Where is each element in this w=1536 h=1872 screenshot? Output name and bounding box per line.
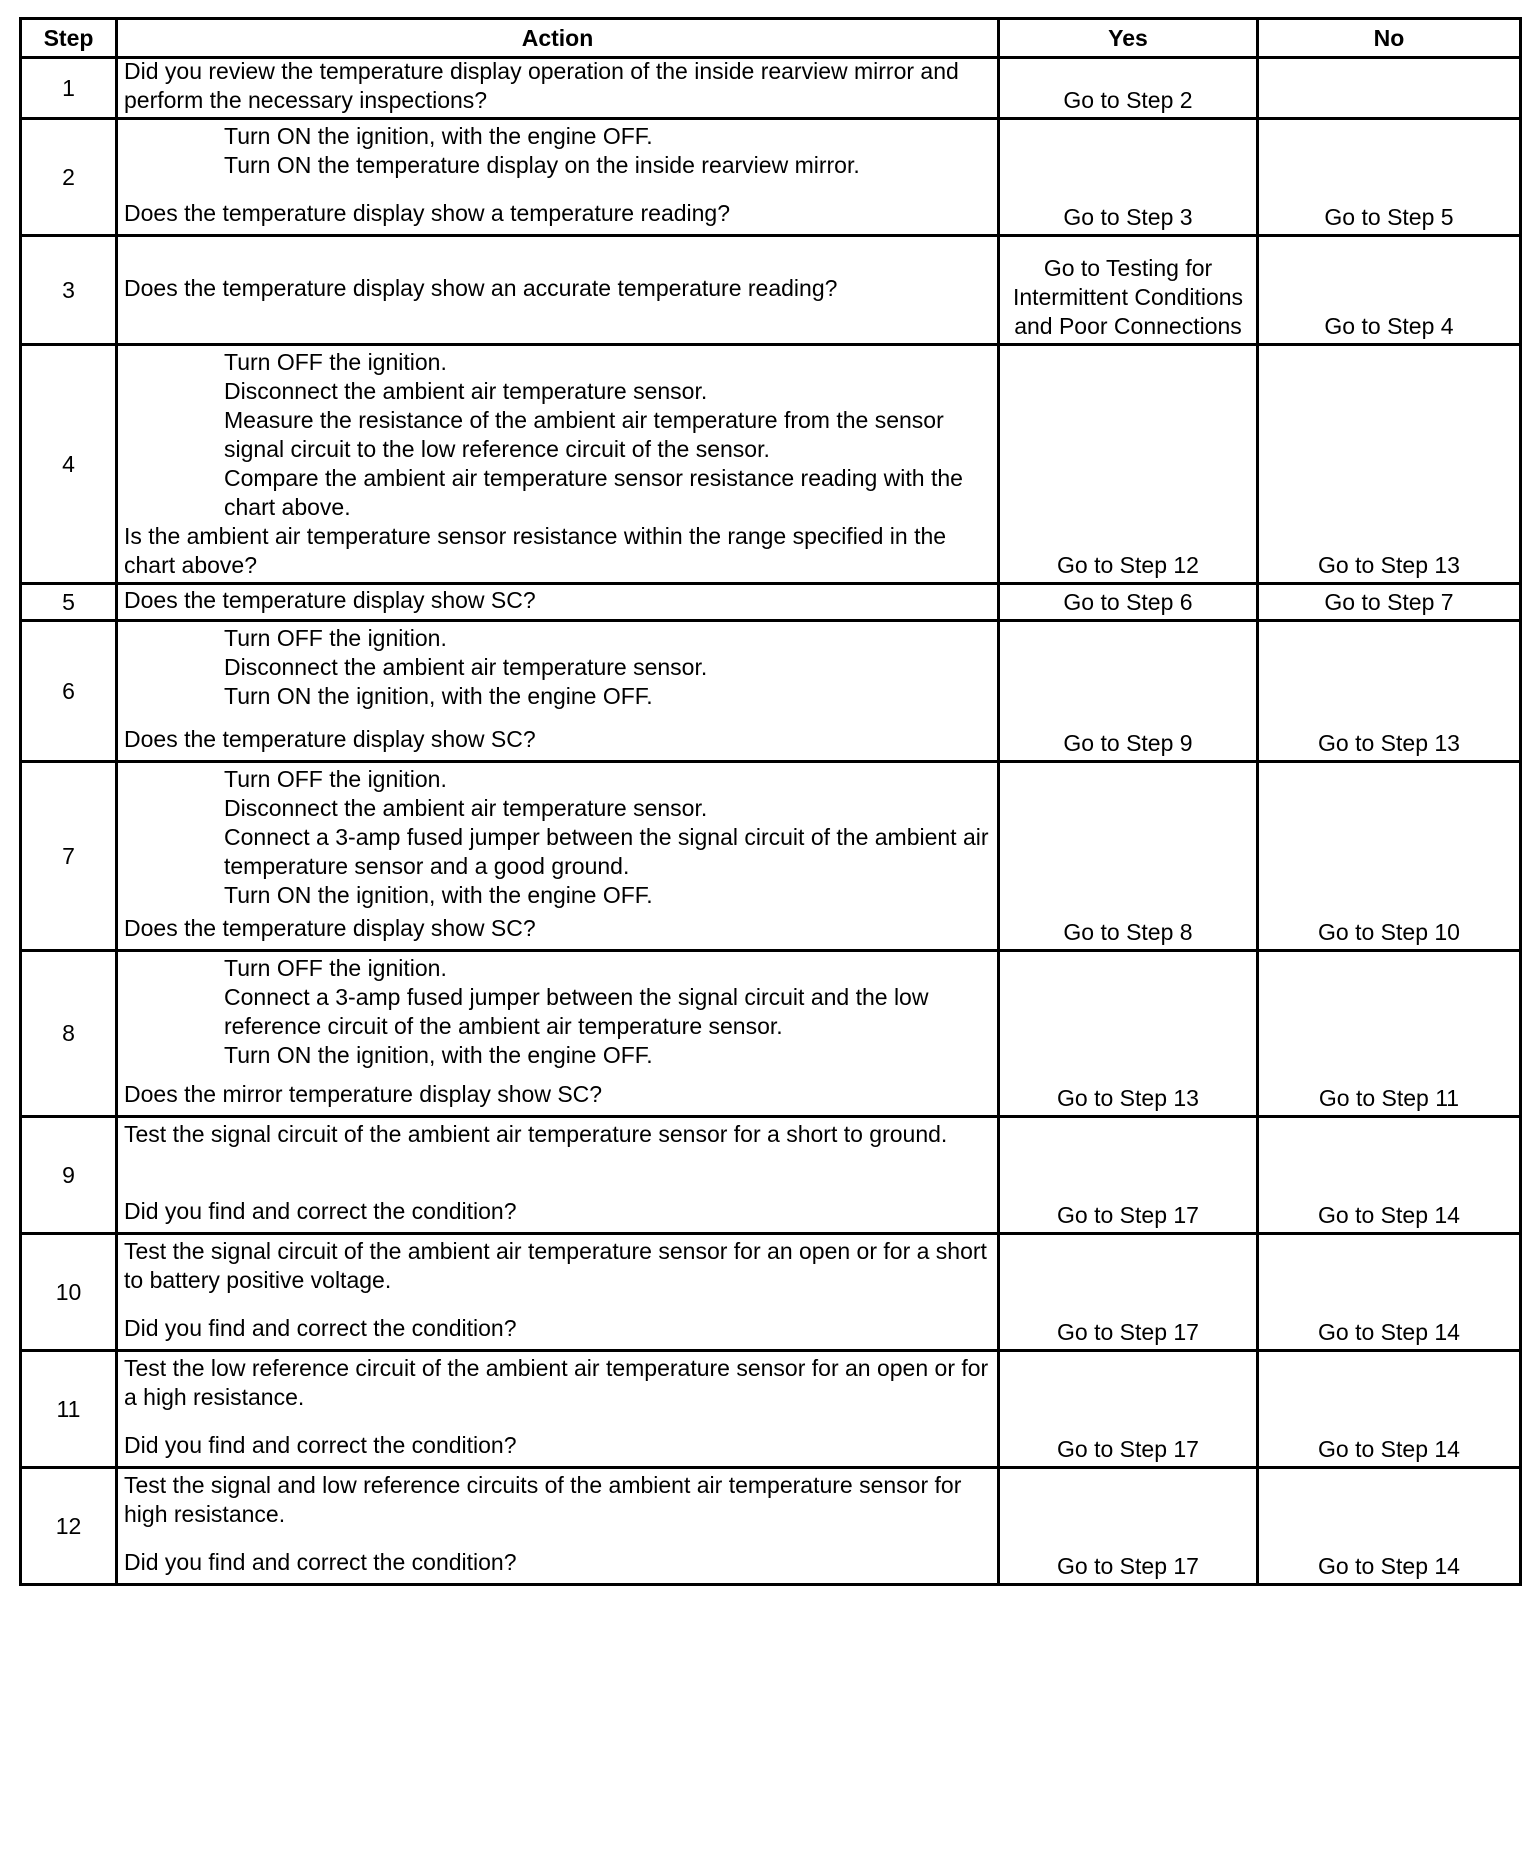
step-number: 9 (21, 1117, 117, 1234)
action-cell (117, 1351, 999, 1468)
table-row (21, 345, 1521, 584)
no-result: Go to Step 4 (1258, 236, 1521, 345)
step-number: 5 (21, 584, 117, 621)
table-row (21, 762, 1521, 951)
table-row (21, 584, 1521, 621)
yes-result: Go to Step 17 (999, 1468, 1258, 1585)
step-question: Did you find and correct the condition? (124, 1315, 517, 1341)
instruction-item: Disconnect the ambient air temperature sensor. (224, 795, 708, 821)
instruction-item: Turn OFF the ignition. (224, 766, 447, 792)
yes-result: Go to Step 2 (999, 58, 1258, 119)
table-row (21, 58, 1521, 119)
yes-result: Go to Step 17 (999, 1234, 1258, 1351)
instruction-list (124, 954, 989, 1070)
action-cell (117, 345, 999, 584)
instruction-item: Connect a 3-amp fused jumper between the signal circuit and the low reference circuit of the ambient air temperature sensor. (224, 984, 929, 1039)
yes-result: Go to Step 9 (999, 621, 1258, 762)
instruction-item: Turn ON the ignition, with the engine OFF. (224, 1042, 653, 1068)
instruction-item: Connect a 3-amp fused jumper between the signal circuit of the ambient air temperature sensor and a good ground. (224, 824, 989, 879)
yes-result: Go to Testing for Intermittent Conditions and Poor Connections (999, 236, 1258, 345)
step-question: Does the temperature display show SC? (124, 915, 536, 941)
diagnostic-table (19, 17, 1522, 1586)
step-question: Is the ambient air temperature sensor resistance within the range specified in the chart above? (124, 523, 947, 578)
action-cell (117, 584, 999, 621)
test-instruction: Test the signal and low reference circuits of the ambient air temperature sensor for high resistance. (124, 1472, 962, 1527)
step-question: Does the mirror temperature display show SC? (124, 1081, 603, 1107)
header-no: No (1258, 19, 1521, 58)
step-question: Does the temperature display show a temperature reading? (124, 200, 731, 226)
no-result: Go to Step 14 (1258, 1351, 1521, 1468)
instruction-item: Turn OFF the ignition. (224, 349, 447, 375)
instruction-item: Disconnect the ambient air temperature sensor. (224, 654, 708, 680)
action-cell (117, 762, 999, 951)
instruction-item: Disconnect the ambient air temperature sensor. (224, 378, 708, 404)
no-result: Go to Step 5 (1258, 119, 1521, 236)
action-cell (117, 1468, 999, 1585)
instruction-item: Measure the resistance of the ambient air temperature from the sensor signal circuit to the low reference circuit of the sensor. (224, 407, 944, 462)
step-question: Did you review the temperature display operation of the inside rearview mirror and perform the necessary inspections? (124, 58, 959, 113)
step-number: 11 (21, 1351, 117, 1468)
header-step: Step (21, 19, 117, 58)
table-row (21, 1117, 1521, 1234)
no-result: Go to Step 13 (1258, 345, 1521, 584)
test-instruction: Test the signal circuit of the ambient air temperature sensor for a short to ground. (124, 1121, 948, 1147)
step-number: 1 (21, 58, 117, 119)
step-question: Did you find and correct the condition? (124, 1549, 517, 1575)
no-result: Go to Step 14 (1258, 1234, 1521, 1351)
table-row (21, 236, 1521, 345)
action-cell (117, 621, 999, 762)
instruction-item: Turn ON the ignition, with the engine OFF. (224, 882, 653, 908)
instruction-item: Compare the ambient air temperature sensor resistance reading with the chart above. (224, 465, 963, 520)
yes-result: Go to Step 8 (999, 762, 1258, 951)
action-cell (117, 951, 999, 1117)
table-row (21, 621, 1521, 762)
action-cell (117, 1117, 999, 1234)
instruction-item: Turn ON the ignition, with the engine OFF. (224, 123, 653, 149)
header-yes: Yes (999, 19, 1258, 58)
step-number: 3 (21, 236, 117, 345)
instruction-list (124, 122, 989, 180)
header-row (21, 19, 1521, 58)
step-number: 12 (21, 1468, 117, 1585)
no-result: Go to Step 14 (1258, 1468, 1521, 1585)
step-number: 6 (21, 621, 117, 762)
no-result: Go to Step 14 (1258, 1117, 1521, 1234)
instruction-list (124, 348, 989, 522)
step-number: 10 (21, 1234, 117, 1351)
table-row (21, 1468, 1521, 1585)
no-result: Go to Step 7 (1258, 584, 1521, 621)
yes-result: Go to Step 13 (999, 951, 1258, 1117)
table-row (21, 951, 1521, 1117)
action-cell (117, 236, 999, 345)
table-body (21, 58, 1521, 1585)
action-cell (117, 58, 999, 119)
yes-result: Go to Step 6 (999, 584, 1258, 621)
instruction-item: Turn OFF the ignition. (224, 625, 447, 651)
no-result (1258, 58, 1521, 119)
instruction-item: Turn ON the temperature display on the inside rearview mirror. (224, 152, 860, 178)
yes-result: Go to Step 3 (999, 119, 1258, 236)
step-question: Does the temperature display show an accurate temperature reading? (124, 274, 838, 301)
no-result: Go to Step 13 (1258, 621, 1521, 762)
no-result: Go to Step 10 (1258, 762, 1521, 951)
instruction-list (124, 624, 989, 711)
step-number: 7 (21, 762, 117, 951)
table-row (21, 1234, 1521, 1351)
no-result: Go to Step 11 (1258, 951, 1521, 1117)
step-number: 8 (21, 951, 117, 1117)
yes-result: Go to Step 17 (999, 1117, 1258, 1234)
header-action: Action (117, 19, 999, 58)
instruction-item: Turn OFF the ignition. (224, 955, 447, 981)
yes-result: Go to Step 17 (999, 1351, 1258, 1468)
step-number: 4 (21, 345, 117, 584)
instruction-item: Turn ON the ignition, with the engine OFF. (224, 683, 653, 709)
test-instruction: Test the low reference circuit of the ambient air temperature sensor for an open or for a high resistance. (124, 1355, 989, 1410)
test-instruction: Test the signal circuit of the ambient air temperature sensor for an open or for a short to battery positive voltage. (124, 1238, 987, 1293)
step-question: Does the temperature display show SC? (124, 586, 536, 613)
table-row (21, 119, 1521, 236)
action-cell (117, 1234, 999, 1351)
action-cell (117, 119, 999, 236)
step-question: Does the temperature display show SC? (124, 726, 536, 752)
table-row (21, 1351, 1521, 1468)
step-question: Did you find and correct the condition? (124, 1198, 517, 1224)
instruction-list (124, 765, 989, 910)
step-question: Did you find and correct the condition? (124, 1432, 517, 1458)
step-number: 2 (21, 119, 117, 236)
yes-result: Go to Step 12 (999, 345, 1258, 584)
